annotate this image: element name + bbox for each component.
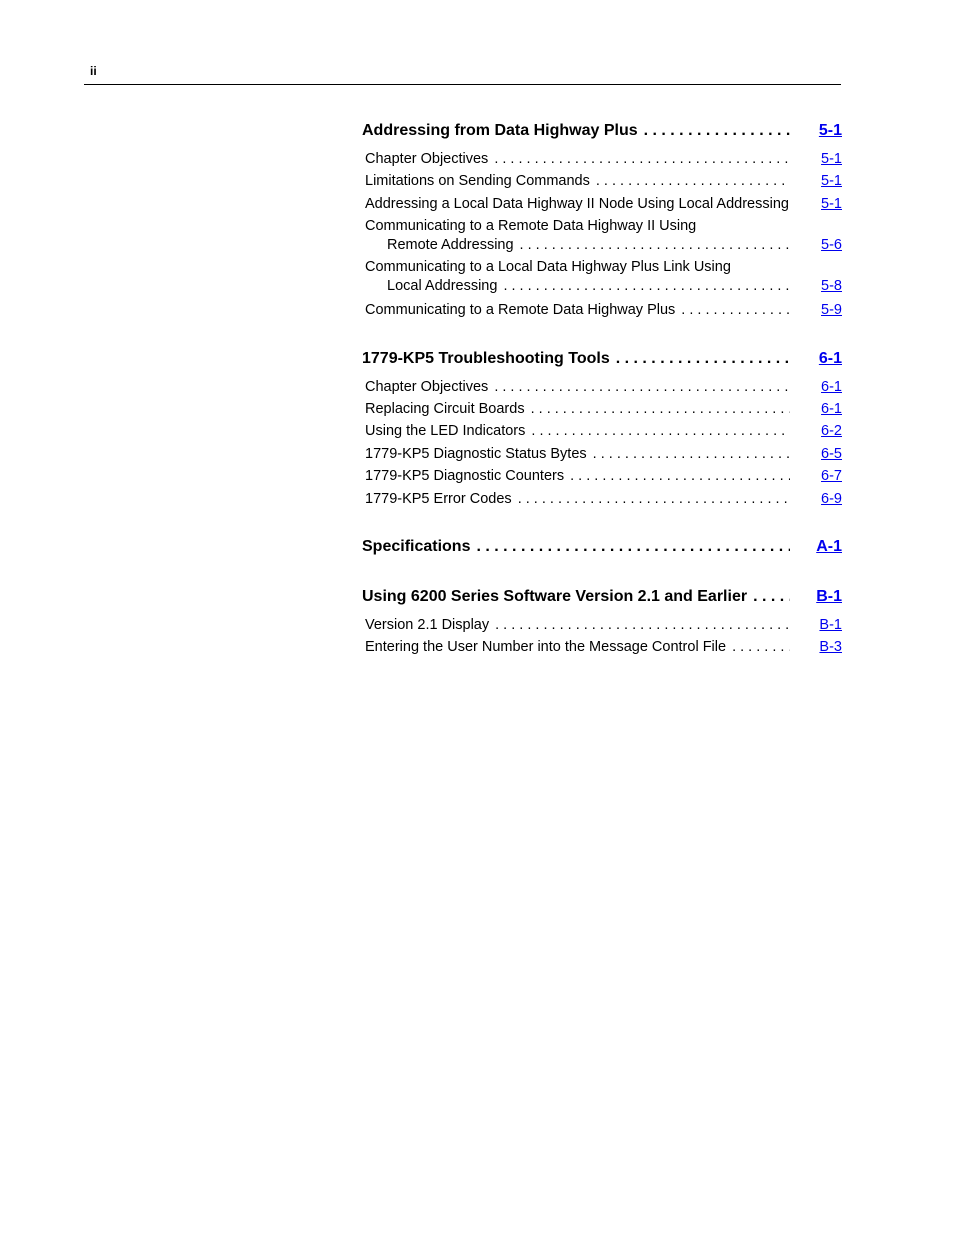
table-of-contents [362, 118, 842, 659]
chapter-page-link[interactable]: 5-1 [818, 122, 842, 139]
dot-leader [587, 443, 790, 465]
section-title-line2: Local Addressing [387, 278, 498, 295]
toc-section [362, 420, 842, 442]
section-title: 1779-KP5 Diagnostic Status Bytes [365, 445, 587, 462]
dot-leader [638, 118, 790, 144]
section-title-line1: Communicating to a Remote Data Highway II Using [365, 218, 697, 235]
section-page-link[interactable]: 5-8 [821, 278, 842, 295]
section-page-link[interactable]: 5-1 [821, 173, 842, 190]
dot-leader [525, 420, 790, 442]
section-page-link[interactable]: 6-2 [821, 423, 842, 440]
toc-section [362, 258, 842, 296]
dot-leader [610, 346, 790, 372]
chapter-page-link[interactable]: B-1 [816, 588, 842, 606]
toc-chapter-heading [362, 584, 842, 610]
dot-leader [489, 614, 790, 636]
section-title: Addressing a Local Data Highway II Node Using Local Addressing [365, 195, 789, 212]
chapter-page-link[interactable]: 6-1 [818, 349, 842, 367]
dot-leader [675, 299, 790, 321]
toc-section [362, 376, 842, 398]
section-title: 1779-KP5 Error Codes [365, 490, 512, 507]
section-page-link[interactable]: 6-1 [821, 401, 842, 418]
toc-section [362, 170, 842, 192]
chapter-page-link[interactable]: A-1 [816, 538, 842, 556]
section-title-line1: Communicating to a Local Data Highway Plus Link Using [365, 259, 731, 276]
header-rule [84, 84, 841, 85]
section-title: 1779-KP5 Diagnostic Counters [365, 468, 565, 485]
section-page-link[interactable]: B-3 [819, 639, 842, 656]
section-title: Replacing Circuit Boards [365, 401, 525, 418]
toc-appendix-b [362, 584, 842, 659]
toc-section [362, 443, 842, 465]
toc-section [362, 465, 842, 487]
section-page-link[interactable]: 6-5 [821, 445, 842, 462]
dot-leader [514, 236, 790, 255]
toc-chapter-heading [362, 118, 842, 144]
toc-appendix-a [362, 534, 842, 560]
chapter-title: Addressing from Data Highway Plus [362, 122, 638, 139]
dot-leader [590, 170, 790, 192]
section-page-link[interactable]: 5-1 [821, 195, 842, 212]
section-page-link[interactable]: B-1 [819, 617, 842, 634]
toc-chapter-5 [362, 118, 842, 322]
chapter-title: Using 6200 Series Software Version 2.1 and Earlier [362, 588, 748, 606]
toc-section [362, 488, 842, 510]
section-title: Communicating to a Remote Data Highway Plus [365, 302, 676, 319]
section-page-link[interactable]: 5-1 [821, 151, 842, 167]
dot-leader [497, 277, 790, 296]
dot-leader [747, 584, 790, 610]
page-number: ii [90, 64, 97, 78]
section-page-link[interactable]: 5-9 [821, 302, 842, 319]
section-title: Limitations on Sending Commands [365, 173, 590, 190]
section-page-link[interactable]: 6-9 [821, 490, 842, 507]
section-title: Chapter Objectives [365, 378, 489, 395]
toc-section [362, 299, 842, 321]
toc-section [362, 217, 842, 255]
dot-leader [789, 193, 790, 215]
section-page-link[interactable]: 6-1 [821, 378, 842, 395]
toc-chapter-heading [362, 534, 842, 560]
toc-section [362, 193, 842, 215]
toc-section [362, 398, 842, 420]
section-title: Entering the User Number into the Message Control File [365, 639, 727, 656]
toc-section [362, 148, 842, 170]
section-title: Chapter Objectives [365, 151, 489, 167]
section-title-line2: Remote Addressing [387, 237, 514, 254]
section-page-link[interactable]: 5-6 [821, 237, 842, 254]
dot-leader [512, 488, 790, 510]
dot-leader [564, 465, 790, 487]
dot-leader [525, 398, 790, 420]
dot-leader [488, 376, 790, 398]
section-page-link[interactable]: 6-7 [821, 468, 842, 485]
toc-section [362, 614, 842, 636]
section-title: Using the LED Indicators [365, 423, 526, 440]
chapter-title: 1779-KP5 Troubleshooting Tools [362, 349, 610, 367]
dot-leader [488, 148, 790, 170]
chapter-title: Specifications [362, 538, 471, 556]
dot-leader [726, 636, 790, 658]
toc-section [362, 636, 842, 658]
dot-leader [470, 534, 790, 560]
toc-chapter-6 [362, 346, 842, 510]
section-title: Version 2.1 Display [365, 617, 490, 634]
toc-chapter-heading [362, 346, 842, 372]
